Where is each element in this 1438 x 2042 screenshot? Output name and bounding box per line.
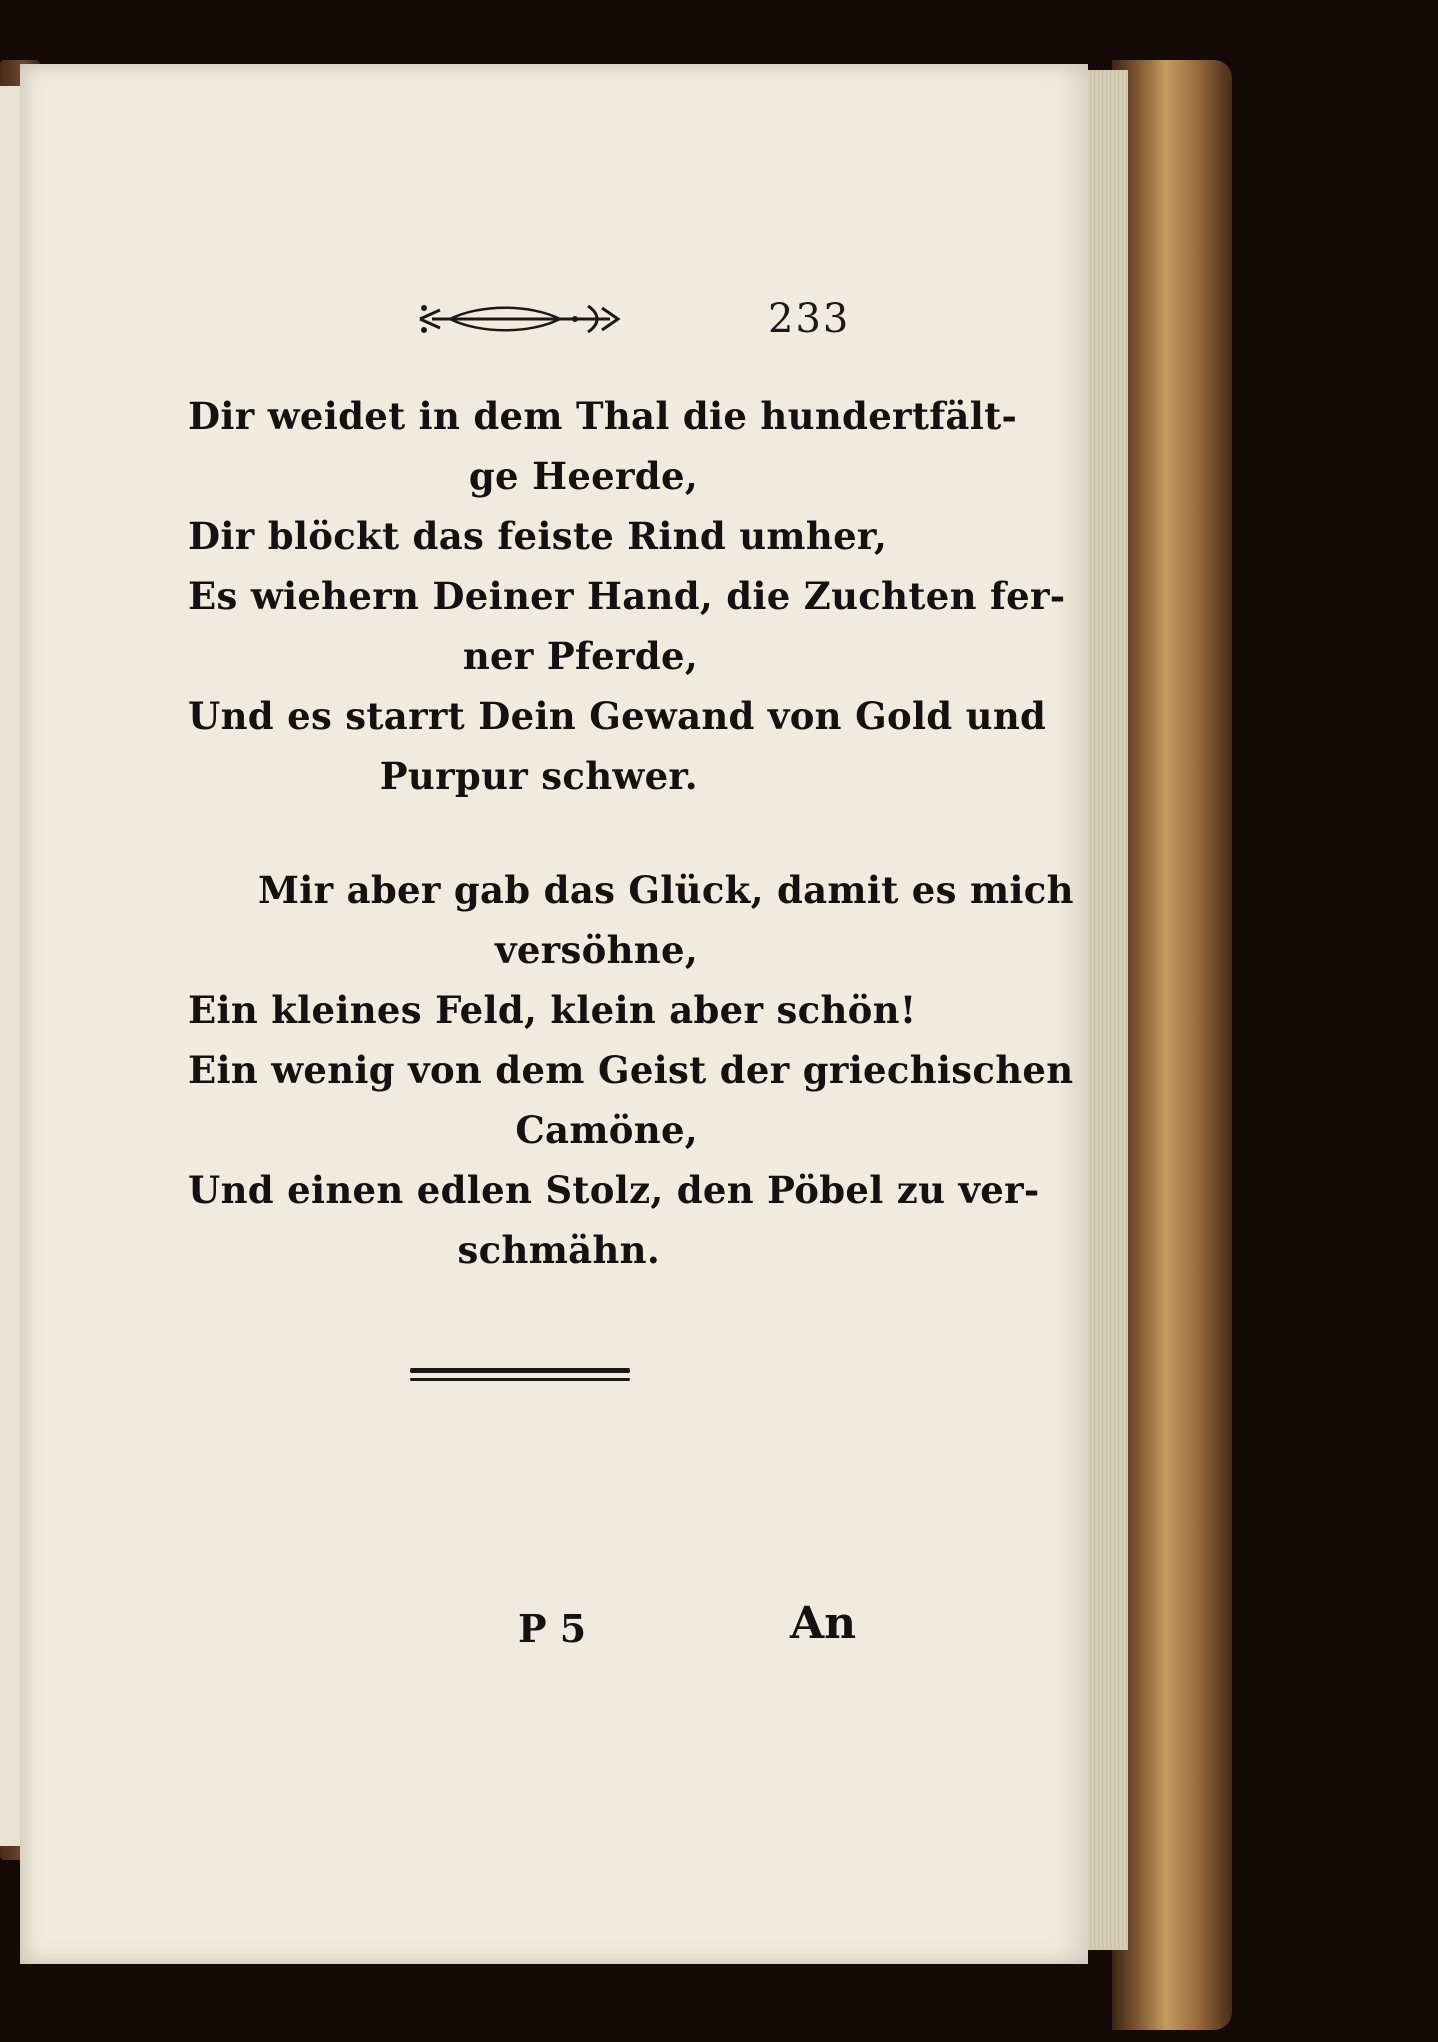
catchword: An xyxy=(790,1598,857,1649)
page-stack-edges xyxy=(1084,70,1128,1950)
poem-line-continuation: ge Heerde, xyxy=(468,454,698,498)
poem-line-continuation: ner Pferde, xyxy=(462,634,698,678)
poem-line: Und einen edlen Stolz, den Pöbel zu ver- xyxy=(188,1168,1040,1212)
poem xyxy=(188,386,1074,1280)
printer-signature: P 5 xyxy=(518,1606,587,1651)
poem-line: Es wiehern Deiner Hand, die Zuchten fer- xyxy=(188,574,1066,618)
right-book-cover xyxy=(1112,60,1232,2030)
poem-line: Und es starrt Dein Gewand von Gold und xyxy=(188,694,1047,738)
poem-line: Dir blöckt das feiste Rind umher, xyxy=(188,514,888,558)
poem-line: Ein wenig von dem Geist der griechischen xyxy=(188,1048,1074,1092)
closing-double-rule xyxy=(410,1368,630,1381)
poem-line-continuation: Purpur schwer. xyxy=(379,754,698,798)
poem-line: Dir weidet in dem Thal die hundertfält- xyxy=(188,394,1018,438)
poem-line: Ein kleines Feld, klein aber schön! xyxy=(188,988,917,1032)
page-number: 233 xyxy=(768,296,851,342)
header-ornament-icon xyxy=(410,296,630,342)
poem-line: Mir aber gab das Glück, damit es mich xyxy=(258,868,1074,912)
poem-line-continuation: versöhne, xyxy=(495,928,698,972)
poem-line-continuation: schmähn. xyxy=(457,1228,660,1272)
poem-line-continuation: Camöne, xyxy=(515,1108,698,1152)
